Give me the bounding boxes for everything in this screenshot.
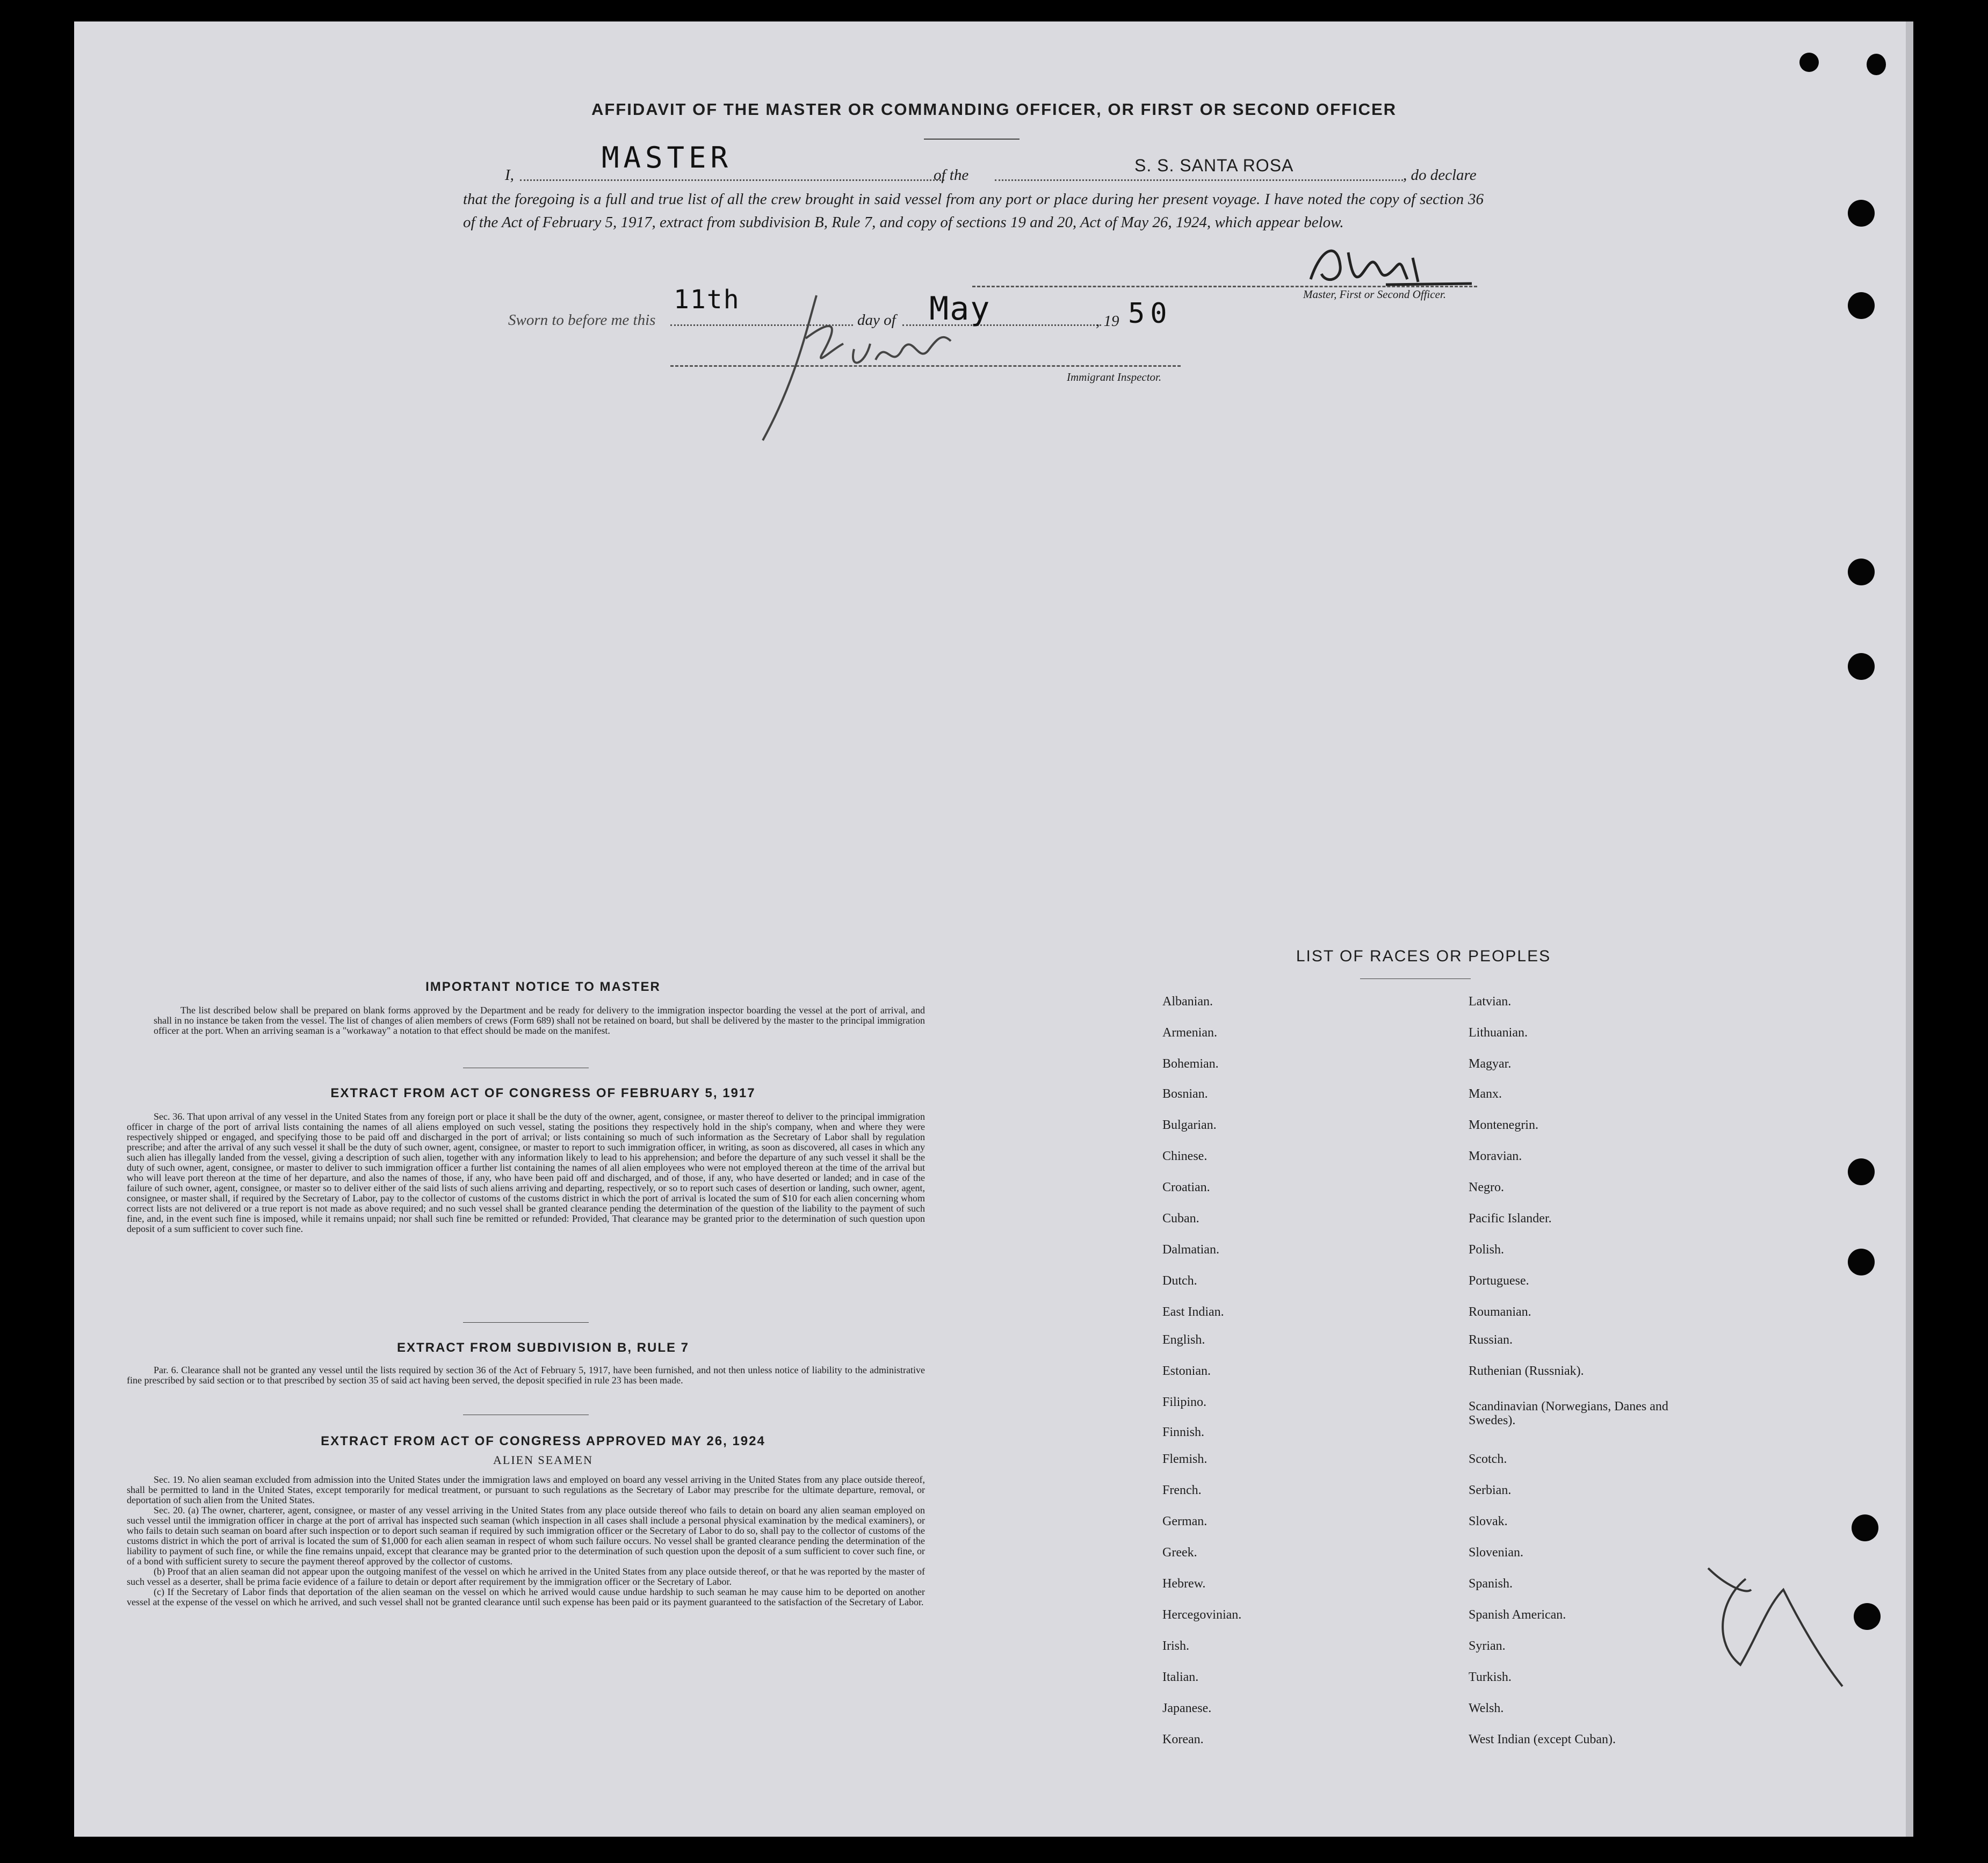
vessel-name: S. S. SANTA ROSA — [1134, 156, 1294, 175]
race-item: Irish. — [1162, 1639, 1189, 1653]
race-item: Negro. — [1469, 1180, 1504, 1194]
race-item: Chinese. — [1162, 1149, 1208, 1163]
sworn-month: May — [929, 290, 991, 328]
race-item: Hebrew. — [1162, 1577, 1206, 1591]
race-item: Estonian. — [1162, 1364, 1211, 1378]
notice-title: IMPORTANT NOTICE TO MASTER — [425, 980, 661, 994]
race-item: Moravian. — [1469, 1149, 1522, 1163]
race-item: Turkish. — [1469, 1670, 1512, 1684]
inspector-signature — [741, 290, 967, 446]
extract-1917-paragraph: Sec. 36. That upon arrival of any vessel in the United States from any foreign port or place it shall be the duty of the owner, agent, consignee, or master thereof to deliver to the principal immigration officer in charge of the port of arrival lists containing the names of all aliens employed on such vessel, stating the positions they respectively hold in the ship's company, when and where they were respectively shipped or engaged, and specifying those to be paid off and discharged in the port of arrival; or lists containing so much of such information as the Secretary of Labor shall by regulation prescribe; and after the arrival of any such vessel it shall be the duty of such owner, agent, consignee, or master to report to such immigration officer, in writing, as soon as discovered, all cases in which any such alien has illegally landed from the vessel, giving a description of such alien, together with any information likely to lead to his apprehension; and before the departure of any such vessel it shall be the duty of such owner, agent, consignee, or master to deliver to such immigration officer a further list containing the names of all alien employees who were not employed thereon at the time of the arrival but who will leave port thereon at the time of her departure, and also the names of those, if any, who have been paid off and discharged, and of those, if any, who have deserted or landed; and in case of the failure of such owner, agent, consignee, or master so to deliver either of the said lists of such aliens arriving and departing, respectively, or so to report such cases of desertion or landing, such owner, agent, consignee, or master shall, if required by the Secretary of Labor, pay to the collector of customs of the customs district in which the port of arrival is located the sum of $10 for each alien concerning whom correct lists are not delivered or a true report is not made as above required; and no such vessel shall be granted clearance pending the determination of the question of the liability to the payment of such fine, and, in the event such fine is imposed, while it remains unpaid; nor shall such fine be remitted or refunded: Provided, That clearance may be granted prior to the determination of such question upon deposit of a sum sufficient to cover such fine. — [127, 1111, 925, 1234]
race-item: Roumanian. — [1469, 1305, 1531, 1319]
binder-hole — [1848, 292, 1875, 319]
race-item: Korean. — [1162, 1732, 1204, 1746]
sworn-prefix: Sworn to before me this — [508, 311, 656, 329]
race-item: Russian. — [1469, 1333, 1513, 1347]
race-item: West Indian (except Cuban). — [1469, 1732, 1616, 1746]
race-item: Pacific Islander. — [1469, 1212, 1552, 1226]
vessel-line — [995, 179, 1403, 181]
binder-hole — [1867, 54, 1886, 75]
officer-line — [520, 179, 944, 181]
affidavit-title: AFFIDAVIT OF THE MASTER OR COMMANDING OFFICER, OR FIRST OR SECOND OFFICER — [591, 100, 1397, 119]
race-item: Albanian. — [1162, 995, 1213, 1009]
race-item: Armenian. — [1162, 1026, 1217, 1040]
race-item: Montenegrin. — [1469, 1118, 1538, 1132]
day-of-label: day of — [857, 311, 896, 329]
extract-1924-text — [127, 1475, 925, 1607]
extract-1917-title: EXTRACT FROM ACT OF CONGRESS OF FEBRUARY 5, 1917 — [330, 1086, 756, 1100]
binder-hole — [1848, 200, 1875, 227]
race-item: French. — [1162, 1483, 1202, 1497]
race-item: Dalmatian. — [1162, 1243, 1219, 1257]
race-item: Welsh. — [1469, 1701, 1504, 1715]
race-item: Scotch. — [1469, 1452, 1507, 1466]
race-item: Polish. — [1469, 1243, 1505, 1257]
binder-hole — [1848, 559, 1875, 585]
race-item: English. — [1162, 1333, 1205, 1347]
extract-1917-text — [127, 1112, 925, 1234]
race-item: Spanish. — [1469, 1577, 1513, 1591]
sworn-year: 50 — [1128, 298, 1173, 330]
race-item: Dutch. — [1162, 1274, 1197, 1288]
race-item: Portuguese. — [1469, 1274, 1529, 1288]
handwritten-mark — [1692, 1557, 1848, 1697]
binder-hole — [1799, 53, 1819, 72]
sec20c-paragraph: (c) If the Secretary of Labor finds that deportation of the alien seaman on the vessel on which he arrived would cause undue hardship to such seaman he may cause him to be deported on another vessel at the expense of the vessel on which he arrived, and such vessel shall not be granted clearance until such expense has been paid or its payment guaranteed to the satisfaction of the Secretary of Labor. — [127, 1586, 925, 1607]
race-item: Scandinavian (Norwegians, Danes and Swedes). — [1469, 1400, 1668, 1427]
race-item: Bulgarian. — [1162, 1118, 1217, 1132]
do-declare-label: , do declare — [1403, 166, 1477, 184]
race-item: Ruthenian (Russniak). — [1469, 1364, 1584, 1378]
signature-caption: Master, First or Second Officer. — [1303, 288, 1446, 301]
extract-1924-title: EXTRACT FROM ACT OF CONGRESS APPROVED MAY 26, 1924 — [321, 1434, 765, 1448]
rule7-paragraph: Par. 6. Clearance shall not be granted any vessel until the lists required by section 36 of the Act of February 5, 1917, have been furnished, and not then unless notice of liability to the administrative fine prescribed by said section or to that prescribed by section 35 of said act having been served, the deposit specified in rule 23 has been made. — [127, 1365, 925, 1386]
binder-hole — [1848, 653, 1875, 680]
race-item: Magyar. — [1469, 1057, 1512, 1071]
officer-handwritten: MASTER — [602, 141, 733, 175]
race-item: Latvian. — [1469, 995, 1512, 1009]
affidavit-body: that the foregoing is a full and true list of all the crew brought in said vessel from any port or place during her present voyage. I have noted the copy of section 36 of the Act of February 5, 1917, extract from subdivision B, Rule 7, and copy of sections 19 and 20, Act of May 26, 1924, which appear below. — [463, 191, 1484, 231]
sec20b-paragraph: (b) Proof that an alien seaman did not appear upon the outgoing manifest of the vessel on which he arrived in the United States from any place outside thereof, or that he was reported by the master of such vessel as a deserter, shall be prima facie evidence of a failure to detain or deport after requirement by the immigration officer or the Secretary of Labor. — [127, 1566, 925, 1587]
race-item: Flemish. — [1162, 1452, 1208, 1466]
race-item: Spanish American. — [1469, 1608, 1566, 1622]
notice-text — [154, 1005, 925, 1036]
of-the-label: of the — [934, 166, 969, 184]
sec19-paragraph: Sec. 19. No alien seaman excluded from admission into the United States under the immigration laws and employed on board any vessel arriving in the United States from any place outside thereof, shall be permitted to land in the United States, except temporarily for medical treatment, or pursuant to such regulations as the Secretary of Labor may prescribe for the ultimate departure, removal, or deportation of such alien from the United States. — [127, 1474, 925, 1505]
binder-hole — [1854, 1603, 1881, 1630]
notice-paragraph: The list described below shall be prepared on blank forms approved by the Department and be ready for delivery to the immigration inspector boarding the vessel at the port of arrival, and shall in no instance be taken from the vessel. The list of changes of alien members of crews (Form 689) shall not be retained on board, but shall be delivered by the master to the principal immigration officer at the port. When an arriving seaman is a "workaway" a notation to that effect should be made on the manifest. — [154, 1005, 925, 1036]
race-item: Serbian. — [1469, 1483, 1512, 1497]
master-signature — [1289, 236, 1483, 295]
rule7-title: EXTRACT FROM SUBDIVISION B, RULE 7 — [396, 1340, 690, 1355]
race-item: Bohemian. — [1162, 1057, 1219, 1071]
race-item: German. — [1162, 1514, 1208, 1528]
race-item: Cuban. — [1162, 1212, 1199, 1226]
race-item: Hercegovinian. — [1162, 1608, 1242, 1622]
race-item: Syrian. — [1469, 1639, 1506, 1653]
races-title: LIST OF RACES OR PEOPLES — [1296, 947, 1551, 965]
binder-hole — [1848, 1249, 1875, 1275]
declarant-prefix: I, — [505, 166, 514, 184]
race-item: Japanese. — [1162, 1701, 1212, 1715]
race-item: Italian. — [1162, 1670, 1199, 1684]
binder-hole — [1848, 1158, 1875, 1185]
race-item: Filipino. — [1162, 1395, 1207, 1409]
race-item: Slovenian. — [1469, 1546, 1523, 1560]
binder-hole — [1852, 1514, 1878, 1541]
inspector-caption: Immigrant Inspector. — [1067, 371, 1162, 383]
extract-1924-subtitle: ALIEN SEAMEN — [493, 1453, 593, 1467]
sec20a-paragraph: Sec. 20. (a) The owner, charterer, agent, consignee, or master of any vessel arriving in the United States from any place outside thereof who fails to detain on board any alien seaman employed on such vessel until the immigration officer in charge at the port of arrival has inspected such seaman (which inspection in all cases shall include a personal physical examination by the medical examiners), or who fails to detain such seaman on board after such inspection or to deport such seaman if required by such immigration officer or the Secretary of Labor to do so, shall pay to the collector of customs of the customs district in which the port of arrival is located the sum of $1,000 for each alien seaman in respect of whom such failure occurs. No vessel shall be granted clearance pending the determination of the liability to payment of such fine, or while the fine remains unpaid, except that clearance may be granted prior to the determination of such question upon the deposit of a sum sufficient to cover such fine, or of a bond with sufficient surety to secure the payment thereof approved by the collector of customs. — [127, 1505, 925, 1567]
year-prefix: , 19 — [1096, 313, 1119, 330]
race-item: Greek. — [1162, 1546, 1197, 1560]
page-edge — [1906, 21, 1913, 1837]
race-item: Slovak. — [1469, 1514, 1508, 1528]
race-item: Manx. — [1469, 1087, 1502, 1101]
race-item: East Indian. — [1162, 1305, 1224, 1319]
divider — [463, 1322, 589, 1323]
divider — [1360, 978, 1471, 979]
title-rule — [924, 139, 1020, 140]
sworn-day: 11th — [674, 285, 740, 315]
rule7-text — [127, 1365, 925, 1386]
race-item: Finnish. — [1162, 1425, 1205, 1439]
race-item: Bosnian. — [1162, 1087, 1208, 1101]
race-item: Lithuanian. — [1469, 1026, 1528, 1040]
race-item: Croatian. — [1162, 1180, 1210, 1194]
